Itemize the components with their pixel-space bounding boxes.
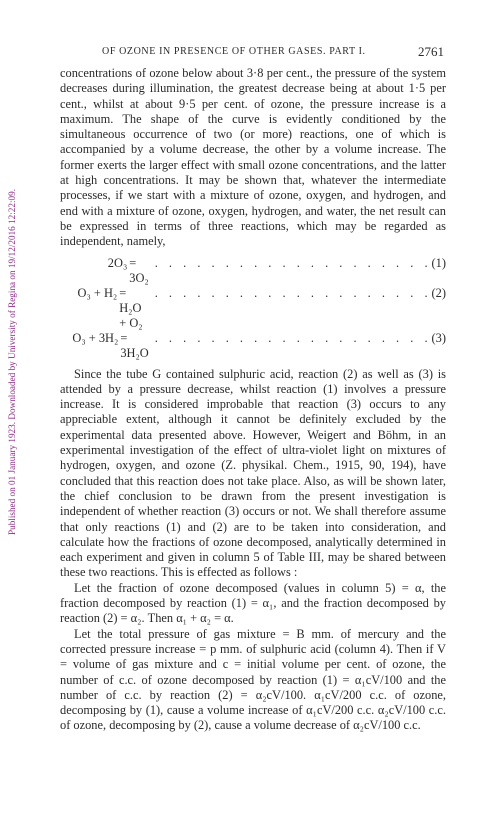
leader-dots: . . . . . . . . . . . . . . . . . . . . (154, 330, 432, 345)
paragraph: Let the fraction of ozone decomposed (values in column 5) = α, the fraction decomposed by reaction (1) = α₁, and the fraction decomposed by reaction (2) = α₂. Then α₁ + α₂ = α. (60, 580, 446, 626)
provenance-text: Published on 01 January 1923. Downloaded by University of Regina on 19/12/2016 12:22:09. (7, 188, 17, 536)
paragraph: concentrations of ozone below about 3·8 per cent., the pressure of the system decreases during illumination, the greatest decrease being at about 1·5 per cent., whilst at about 9·5 per cent. of ozone, the pressure increase is a maximum. The shape of the curve is evidently conditioned by the simultaneous occurrence of two (or more) reactions, one of which is accompanied by a volume decrease, the other by a volume increase. The former exerts the larger effect with small ozone concentrations, and the latter at high concentrations. It may be shown that, whatever the intermediate processes, if we start with a mixture of ozone, oxygen, and hydrogen, and end with a mixture of ozone, oxygen, hydrogen, and water, the net result can be expressed in terms of three reactions, which may be regarded as independent, namely, (60, 66, 446, 249)
leader-dots: . . . . . . . . . . . . . . . . . . . . (154, 285, 432, 300)
equation-number: (2) (431, 285, 446, 300)
equation-lhs: 2O₃ (107, 255, 128, 270)
equation-number: (1) (431, 255, 446, 270)
provenance-sidebar (4, 92, 20, 632)
equation-lhs: O₃ + H₂ (77, 285, 118, 300)
equation-rhs: = 3O₂ (129, 255, 149, 285)
equation-rhs: = 3H₂O (120, 330, 149, 360)
equation-lhs: O₃ + 3H₂ (72, 330, 119, 345)
article-body (60, 66, 446, 734)
paragraph: Let the total pressure of gas mixture = B mm. of mercury and the corrected pressure increase = p mm. of sulphuric acid (column 4). Then if V = volume of gas mixture and c = initial volume per cent. of ozone, the number of c.c. of ozone decomposed by reaction (1) = α₁cV/100 and the number of c.c. by reaction (2) = α₂cV/100. α₁cV/200 c.c. of ozone, decomposing by (1), cause a volume increase of α₁cV/200 c.c. α₂cV/100 c.c. of ozone, decomposing by (2), cause a volume decrease of α₂cV/100 c.c. (60, 626, 446, 733)
paragraph: Since the tube G contained sulphuric acid, reaction (2) as well as (3) is attended by a pressure decrease, whilst reaction (1) involves a pressure increase. It is considered improbable that reaction (3) occurs to any appreciable extent, although it cannot be definitely excluded by the experimental data presented above. However, Weigert and Böhm, in an experimental investigation of the effect of ultra-violet light on mixtures of hydrogen, oxygen, and ozone (Z. physikal. Chem., 1915, 90, 194), have concluded that this reaction does not take place. Also, as will be shown later, the chief conclusion to be drawn from the present investigation is independent of whether reaction (3) occurs or not. We shall therefore assume that only reactions (1) and (2) are to be taken into consideration, and calculate how the fractions of ozone decomposed, analytically determined in each experiment and given in column 5 of Table III, may be shared between these two reactions. This is effected as follows : (60, 366, 446, 580)
running-title: OF OZONE IN PRESENCE OF OTHER GASES. PART I. (102, 46, 366, 57)
equation-rhs: = H₂O + O₂ (119, 285, 143, 330)
equation-row (60, 256, 446, 286)
reaction-equations (60, 256, 446, 361)
equation-row (60, 331, 446, 361)
equation-number: (3) (431, 330, 446, 345)
running-header (60, 44, 444, 60)
equation-row (60, 286, 446, 331)
leader-dots: . . . . . . . . . . . . . . . . . . . . (154, 255, 432, 270)
page-number: 2761 (418, 44, 444, 59)
